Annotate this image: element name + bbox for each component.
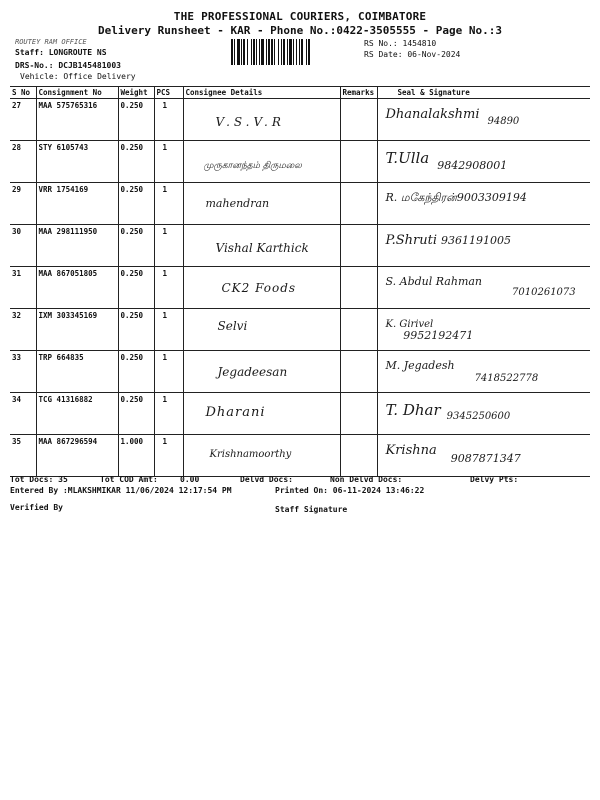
staff-line: Staff: LONGROUTE NS xyxy=(15,48,107,57)
table-row xyxy=(10,393,590,435)
col-consignee: Consignee Details xyxy=(183,87,340,99)
receiver-signature: Krishna xyxy=(385,443,437,458)
receiver-signature: T.Ulla xyxy=(385,149,430,167)
row-remarks xyxy=(340,183,377,225)
row-weight: 0.250 xyxy=(118,141,154,183)
receiver-signature: Dhanalakshmi xyxy=(385,107,480,122)
rs-date: RS Date: 06-Nov-2024 xyxy=(364,50,461,59)
receiver-signature: M. Jegadesh xyxy=(385,359,455,372)
table-row xyxy=(10,225,590,267)
branch-stamp: ROUTEY RAM OFFICE xyxy=(15,38,87,46)
receiver-phone: 9842908001 xyxy=(437,159,508,172)
row-consignment-no: IXM 303345169 xyxy=(36,309,118,351)
col-seal: Seal & Signature xyxy=(377,87,590,99)
entered-by: Entered By :MLAKSHMIKAR 11/06/2024 12:17:54 PM xyxy=(10,486,232,495)
consignee-handwriting: CK2 Foods xyxy=(221,281,297,295)
row-remarks xyxy=(340,225,377,267)
row-seal-signature xyxy=(377,225,590,267)
col-pcs: PCS xyxy=(154,87,183,99)
row-sno: 32 xyxy=(10,309,36,351)
receiver-phone: 9003309194 xyxy=(456,191,527,204)
table-row xyxy=(10,309,590,351)
consignee-handwriting: Krishnamoorthy xyxy=(209,449,292,460)
drs-number: DRS-No.: DCJB145481003 xyxy=(15,61,121,70)
row-sno: 34 xyxy=(10,393,36,435)
row-seal-signature xyxy=(377,267,590,309)
col-sno: S No xyxy=(10,87,36,99)
row-consignee xyxy=(183,267,340,309)
row-consignment-no: MAA 575765316 xyxy=(36,99,118,141)
row-consignee xyxy=(183,309,340,351)
consignee-handwriting: Selvi xyxy=(217,319,248,333)
row-remarks xyxy=(340,309,377,351)
row-consignment-no: MAA 867296594 xyxy=(36,435,118,477)
row-weight: 1.000 xyxy=(118,435,154,477)
row-remarks xyxy=(340,435,377,477)
row-pcs: 1 xyxy=(154,309,183,351)
consignee-handwriting: Vishal Karthick xyxy=(215,241,309,255)
receiver-phone: 9345250600 xyxy=(446,411,511,422)
row-remarks xyxy=(340,99,377,141)
col-remarks: Remarks xyxy=(340,87,377,99)
table-row xyxy=(10,351,590,393)
row-seal-signature xyxy=(377,141,590,183)
col-consignment: Consignment No xyxy=(36,87,118,99)
row-consignee xyxy=(183,141,340,183)
row-pcs: 1 xyxy=(154,351,183,393)
table-row xyxy=(10,183,590,225)
row-consignment-no: TRP 664835 xyxy=(36,351,118,393)
consignee-handwriting: முருகானந்தம் திருமலை xyxy=(203,161,302,171)
company-title: THE PROFESSIONAL COURIERS, COIMBATORE xyxy=(173,10,427,23)
row-sno: 29 xyxy=(10,183,36,225)
staff-signature: Staff Signature xyxy=(275,505,348,514)
printed-on: Printed On: 06-11-2024 13:46:22 xyxy=(275,486,425,495)
consignee-handwriting: Dharani xyxy=(205,405,266,420)
verified-by: Verified By xyxy=(10,503,63,512)
consignment-table xyxy=(10,86,590,477)
row-pcs: 1 xyxy=(154,267,183,309)
row-pcs: 1 xyxy=(154,141,183,183)
row-seal-signature xyxy=(377,183,590,225)
row-pcs: 1 xyxy=(154,225,183,267)
table-header-row xyxy=(10,87,590,99)
row-consignment-no: TCG 41316882 xyxy=(36,393,118,435)
row-consignment-no: VRR 1754169 xyxy=(36,183,118,225)
row-pcs: 1 xyxy=(154,183,183,225)
receiver-signature: S. Abdul Rahman xyxy=(385,275,483,288)
row-weight: 0.250 xyxy=(118,99,154,141)
row-sno: 33 xyxy=(10,351,36,393)
row-consignee xyxy=(183,351,340,393)
row-sno: 35 xyxy=(10,435,36,477)
receiver-phone: 7010261073 xyxy=(512,287,576,298)
receiver-signature: T. Dhar xyxy=(385,401,441,419)
row-pcs: 1 xyxy=(154,393,183,435)
row-seal-signature xyxy=(377,393,590,435)
runsheet-subtitle: Delivery Runsheet - KAR - Phone No.:0422-3505555 - Page No.:3 xyxy=(98,24,502,37)
col-weight: Weight xyxy=(118,87,154,99)
consignee-handwriting: Jegadeesan xyxy=(217,365,288,379)
total-cod-amount: 0.00 xyxy=(180,475,200,484)
row-weight: 0.250 xyxy=(118,225,154,267)
row-remarks xyxy=(340,141,377,183)
receiver-signature: R. மகேந்திரன் xyxy=(385,191,457,204)
non-delivered-docs: Non Delvd Docs: xyxy=(330,475,403,484)
row-consignment-no: MAA 298111950 xyxy=(36,225,118,267)
row-sno: 27 xyxy=(10,99,36,141)
row-sno: 30 xyxy=(10,225,36,267)
row-weight: 0.250 xyxy=(118,309,154,351)
rs-number: RS No.: 1454810 xyxy=(364,39,437,48)
row-pcs: 1 xyxy=(154,99,183,141)
receiver-phone: 9952192471 xyxy=(403,329,474,342)
row-weight: 0.250 xyxy=(118,183,154,225)
row-sno: 28 xyxy=(10,141,36,183)
row-weight: 0.250 xyxy=(118,267,154,309)
table-row xyxy=(10,435,590,477)
receiver-phone: 9087871347 xyxy=(450,452,521,465)
consignee-handwriting: mahendran xyxy=(205,197,270,210)
delivered-docs: Delvd Docs: xyxy=(240,475,293,484)
row-remarks xyxy=(340,393,377,435)
table-row xyxy=(10,267,590,309)
row-seal-signature xyxy=(377,309,590,351)
row-consignment-no: MAA 867051805 xyxy=(36,267,118,309)
consignee-handwriting: V.S.V.R xyxy=(215,115,285,129)
row-consignee xyxy=(183,393,340,435)
row-consignee xyxy=(183,183,340,225)
total-cod-label: Tot COD Amt: xyxy=(100,475,158,484)
receiver-phone: 94890 xyxy=(487,116,520,127)
row-weight: 0.250 xyxy=(118,393,154,435)
row-weight: 0.250 xyxy=(118,351,154,393)
row-consignee xyxy=(183,225,340,267)
total-docs: Tot Docs: 35 xyxy=(10,475,68,484)
table-row xyxy=(10,99,590,141)
row-consignee xyxy=(183,99,340,141)
row-seal-signature xyxy=(377,99,590,141)
table-row xyxy=(10,141,590,183)
row-seal-signature xyxy=(377,351,590,393)
row-consignment-no: STY 6105743 xyxy=(36,141,118,183)
barcode xyxy=(231,39,355,65)
row-remarks xyxy=(340,267,377,309)
row-seal-signature xyxy=(377,435,590,477)
row-pcs: 1 xyxy=(154,435,183,477)
row-remarks xyxy=(340,351,377,393)
receiver-signature: P.Shruti xyxy=(385,233,437,248)
delivery-points: Delvy Pts: xyxy=(470,475,519,484)
receiver-phone: 7418522778 xyxy=(474,373,539,384)
vehicle-line: Vehicle: Office Delivery xyxy=(20,72,136,81)
receiver-phone: 9361191005 xyxy=(441,234,511,247)
row-sno: 31 xyxy=(10,267,36,309)
row-consignee xyxy=(183,435,340,477)
receiver-signature: K. Girivel xyxy=(385,319,434,330)
